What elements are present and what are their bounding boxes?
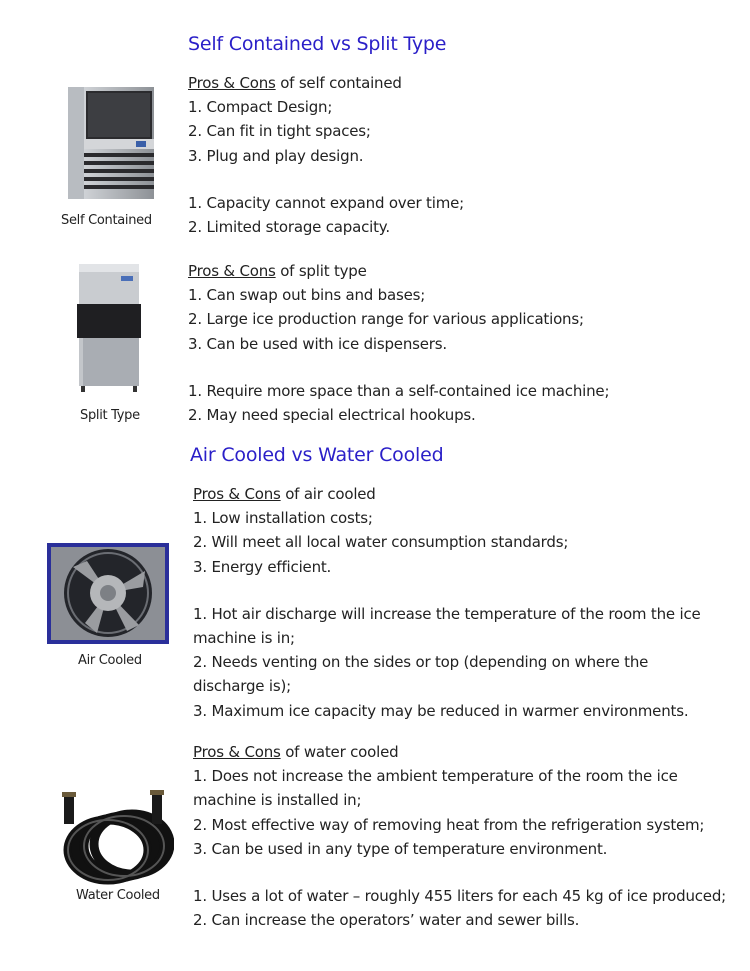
- con-item: 3. Maximum ice capacity may be reduced in warmer environments.: [193, 701, 689, 720]
- pros-cons-heading: [193, 482, 713, 506]
- pro-item: 1. Does not increase the ambient temperature of the room the ice machine is installed in;: [193, 767, 678, 810]
- pro-item: 2. Will meet all local water consumption standards;: [193, 533, 569, 552]
- air-cooled-fan-image: [47, 543, 169, 644]
- pro-item: 3. Can be used with ice dispensers.: [188, 334, 447, 353]
- air-cooled-pros-cons: [193, 482, 713, 723]
- pro-item: 2. Large ice production range for various applications;: [188, 310, 584, 329]
- pro-item: 1. Can swap out bins and bases;: [188, 286, 426, 305]
- pros-cons-label: Pros & Cons: [188, 74, 276, 92]
- con-item: 2. May need special electrical hookups.: [188, 406, 476, 425]
- con-item: 1. Capacity cannot expand over time;: [188, 193, 464, 212]
- water-cooled-coil-image: [50, 790, 174, 888]
- pros-cons-subject: of air cooled: [280, 485, 376, 503]
- con-item: 2. Needs venting on the sides or top (depending on where the discharge is);: [193, 653, 649, 696]
- pros-cons-heading: [188, 71, 464, 95]
- pro-item: 1. Compact Design;: [188, 98, 333, 117]
- con-item: 1. Uses a lot of water – roughly 455 liters for each 45 kg of ice produced;: [193, 887, 727, 906]
- self-contained-machine-image: [64, 85, 158, 203]
- pro-item: 2. Most effective way of removing heat from the refrigeration system;: [193, 815, 705, 834]
- con-item: 2. Limited storage capacity.: [188, 218, 390, 237]
- pros-cons-subject: of self contained: [275, 74, 402, 92]
- caption-self-contained: Self Contained: [61, 213, 152, 228]
- pros-cons-label: Pros & Cons: [193, 485, 281, 503]
- caption-split-type: Split Type: [80, 408, 140, 423]
- pro-item: 3. Plug and play design.: [188, 146, 364, 165]
- heading-air-vs-water-cooled: Air Cooled vs Water Cooled: [190, 444, 444, 466]
- pros-cons-label: Pros & Cons: [188, 262, 276, 280]
- heading-self-contained-vs-split: Self Contained vs Split Type: [188, 33, 447, 55]
- self-contained-pros-cons: [188, 71, 464, 239]
- pros-cons-heading: [188, 259, 609, 283]
- pro-item: 2. Can fit in tight spaces;: [188, 122, 371, 141]
- water-cooled-pros-cons: [193, 740, 727, 932]
- pros-cons-heading: [193, 740, 713, 764]
- con-item: 2. Can increase the operators’ water and sewer bills.: [193, 911, 580, 930]
- pros-cons-subject: of water cooled: [280, 743, 399, 761]
- caption-air-cooled: Air Cooled: [78, 653, 142, 668]
- split-type-pros-cons: [188, 259, 609, 427]
- pro-item: 3. Can be used in any type of temperature environment.: [193, 839, 608, 858]
- pros-cons-label: Pros & Cons: [193, 743, 281, 761]
- pro-item: 3. Energy efficient.: [193, 557, 332, 576]
- con-item: 1. Require more space than a self-contained ice machine;: [188, 381, 610, 400]
- con-item: 1. Hot air discharge will increase the temperature of the room the ice machine is in;: [193, 604, 701, 648]
- pros-cons-subject: of split type: [275, 262, 367, 280]
- pro-item: 1. Low installation costs;: [193, 509, 373, 528]
- caption-water-cooled: Water Cooled: [76, 888, 160, 903]
- split-type-machine-image: [73, 262, 145, 394]
